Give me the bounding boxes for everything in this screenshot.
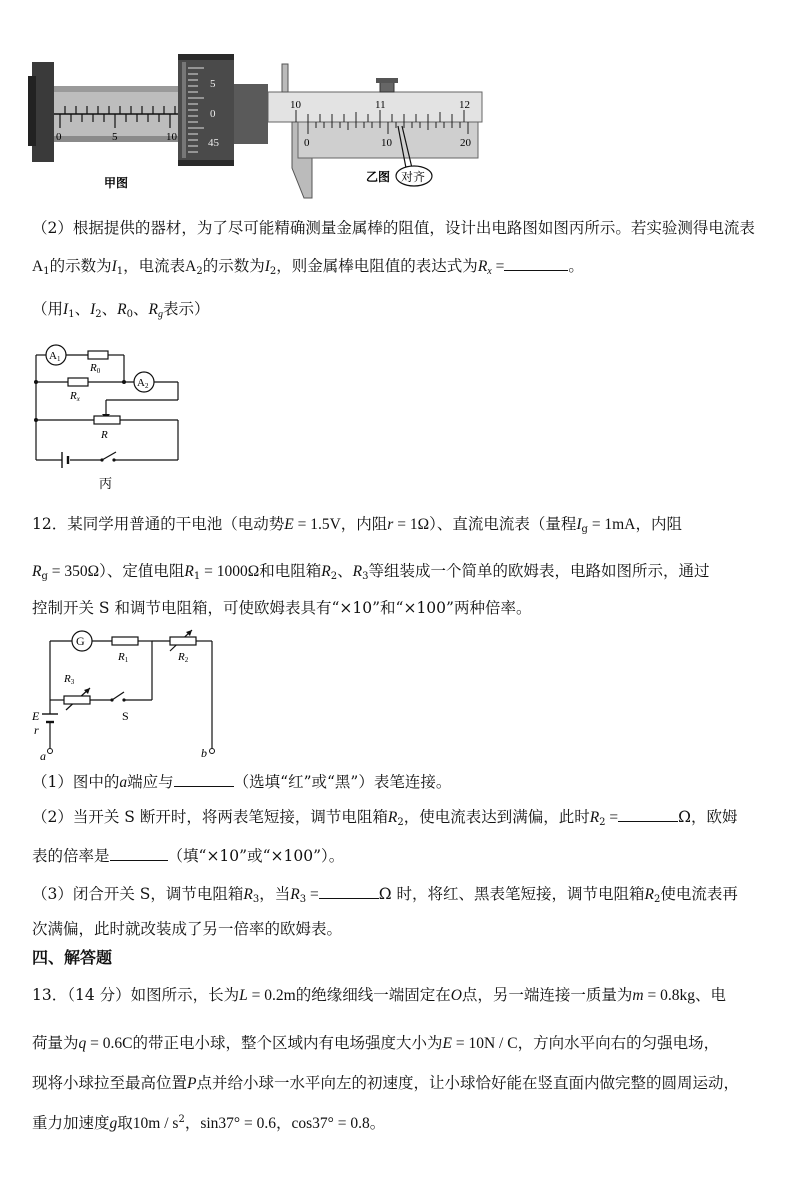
bing-caption: 丙 bbox=[99, 476, 113, 491]
svg-text:R0: R0 bbox=[90, 362, 101, 375]
q13-line3: 现将小球拉至最高位置P点并给小球一水平向左的初速度，让小球恰好能在竖直面内做完整的圆周运动， bbox=[32, 1074, 739, 1092]
svg-text:E: E bbox=[32, 709, 40, 723]
vernier-tick-10: 10 bbox=[381, 137, 392, 149]
switch-s-label: S bbox=[122, 709, 129, 723]
resistor-box-r3 bbox=[64, 696, 90, 704]
q12-sub3-line2: 次满偏，此时就改装成了另一倍率的欧姆表。 bbox=[32, 920, 343, 938]
q12-line2: $R_g = 350\Omega$）、定值电阻$R_1 = 1000\Omega$和电阻箱$R_2$、$R_3$等组装成一个简单的欧姆表，电路如图所示，通过 bbox=[32, 562, 710, 582]
thimble-tick-5: 5 bbox=[210, 78, 216, 90]
q12-sub1: （1）图中的a端应与 （选填“红”或“黑”）表笔连接。 bbox=[32, 770, 451, 793]
rheostat-r bbox=[94, 416, 120, 424]
q12-sub2-line1: （2）当开关 S 断开时，将两表笔短接，调节电阻箱$R_2$，使电流表达到满偏，此时$R_2 = \Omega$，欧姆 bbox=[32, 805, 738, 833]
main-tick-11: 11 bbox=[375, 99, 386, 111]
q12-sub2-line2: 表的倍率是 （填“×10”或“×100”）。 bbox=[32, 844, 344, 866]
resistor-box-r2 bbox=[170, 637, 196, 645]
svg-text:A1: A1 bbox=[49, 350, 61, 363]
micrometer-figure bbox=[28, 54, 268, 199]
caliper-figure bbox=[268, 58, 488, 208]
q11-2-line3: （用$I_1$、$I_2$、$R_0$、$R_g$表示） bbox=[32, 300, 210, 320]
main-tick-12: 12 bbox=[459, 99, 470, 111]
answer-blank-r3[interactable] bbox=[319, 882, 379, 899]
svg-text:R: R bbox=[101, 429, 108, 441]
yi-caption: 乙图 bbox=[366, 170, 391, 184]
section-heading: 四、解答题 bbox=[32, 948, 113, 967]
resistor-r1 bbox=[112, 637, 138, 645]
resistor-r0 bbox=[88, 351, 108, 359]
align-callout-label: 对齐 bbox=[401, 170, 426, 184]
q13-line2: 荷量为q = 0.6C的带正电小球，整个区域内有电场强度大小为E = 10N / C，方向水平向右的匀强电场， bbox=[32, 1034, 720, 1052]
circuit-bing bbox=[28, 338, 198, 498]
jia-caption: 甲图 bbox=[104, 176, 129, 190]
svg-text:A2: A2 bbox=[137, 377, 149, 390]
q12-line1: 12．某同学用普通的干电池（电动势E = 1.5V，内阻r = 1Ω）、直流电流表（量程$I_g = 1mA$，内阻 bbox=[32, 515, 682, 535]
circuit-ohmmeter bbox=[28, 624, 228, 766]
vernier-tick-0: 0 bbox=[304, 137, 310, 149]
answer-blank-terminal-color[interactable] bbox=[174, 770, 234, 787]
q12-sub3-line1: （3）闭合开关 S，调节电阻箱$R_3$，当$R_3 = \Omega$ 时，将红、黑表笔短接，调节电阻箱$R_2$使电流表再 bbox=[32, 882, 738, 910]
svg-text:G: G bbox=[76, 634, 85, 648]
thimble-tick-0: 0 bbox=[210, 108, 216, 120]
main-tick-10: 10 bbox=[290, 99, 301, 111]
svg-text:R1: R1 bbox=[118, 651, 129, 664]
answer-blank-r2[interactable] bbox=[618, 805, 678, 822]
micrometer-thimble bbox=[178, 54, 234, 166]
sleeve-tick-10: 10 bbox=[166, 131, 177, 143]
svg-text:R3: R3 bbox=[64, 673, 75, 686]
svg-text:Rx: Rx bbox=[70, 390, 80, 403]
q13-line4: 重力加速度g取$10m / s^2$，sin37° = 0.6，cos37° = 0.8。 bbox=[32, 1114, 386, 1132]
terminal-a bbox=[48, 749, 53, 754]
vernier-tick-20: 20 bbox=[460, 137, 471, 149]
q11-2-line1: （2）根据提供的器材，为了尽可能精确测量金属棒的阻值，设计出电路图如图丙所示。若实验测得电流表 bbox=[32, 219, 755, 237]
resistor-rx bbox=[68, 378, 88, 386]
q11-2-line2: $A_1$的示数为$I_1$，电流表$A_2$的示数为$I_2$，则金属棒电阻值的表达式为$R_x$ = 。 bbox=[32, 254, 584, 282]
thimble-tick-45: 45 bbox=[208, 137, 219, 149]
answer-blank-rx[interactable] bbox=[504, 254, 568, 271]
sleeve-tick-0: 0 bbox=[56, 131, 62, 143]
svg-text:b: b bbox=[201, 746, 207, 760]
q13-line1: 13．（14 分）如图所示，长为L = 0.2m的绝缘细线一端固定在O点，另一端连接一质量为m = 0.8kg、电 bbox=[32, 986, 727, 1004]
terminal-b bbox=[210, 749, 215, 754]
svg-text:r: r bbox=[34, 723, 39, 737]
svg-text:a: a bbox=[40, 749, 46, 763]
q12-line3: 控制开关 S 和调节电阻箱，可使欧姆表具有“×10”和“×100”两种倍率。 bbox=[32, 599, 532, 617]
svg-text:R2: R2 bbox=[178, 651, 189, 664]
answer-blank-multiplier[interactable] bbox=[110, 844, 168, 861]
sleeve-tick-5: 5 bbox=[112, 131, 118, 143]
